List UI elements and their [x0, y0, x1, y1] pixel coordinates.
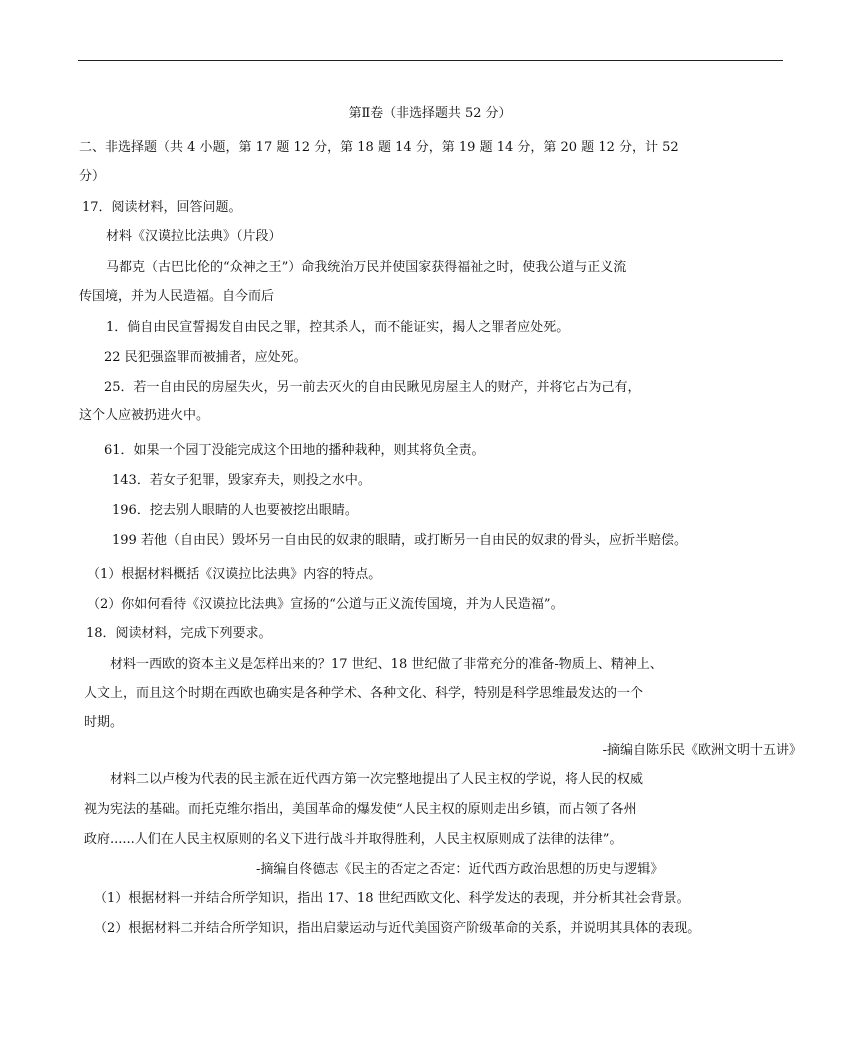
section-intro-line2: 分） — [79, 169, 106, 184]
q18-material1-line2: 人文上，而且这个时期在西欧也确实是各种学术、各种文化、科学，特别是科学思维最发达的一个 — [84, 686, 644, 701]
q17-article-143: 143．若女子犯罪，毁家弃夫，则投之水中。 — [112, 473, 371, 488]
q17-article-1: 1．倘自由民宣誓揭发自由民之罪，控其杀人，而不能证实，揭人之罪者应处死。 — [106, 320, 570, 335]
section-intro-line1: 二、非选择题（共 4 小题，第 17 题 12 分，第 18 题 14 分，第 19 题 14 分，第 20 题 12 分，计 52 — [79, 140, 679, 155]
q18-material1-line1: 材料一西欧的资本主义是怎样出来的？17 世纪、18 世纪做了非常充分的准备-物质上、精神上、 — [110, 657, 663, 672]
q17-article-25-line2: 这个人应被扔进火中。 — [79, 408, 210, 423]
q18-material2-line2: 视为宪法的基础。而托克维尔指出，美国革命的爆发使“人民主权的原则走出乡镇，而占领了各州 — [84, 802, 637, 817]
q17-article-61: 61．如果一个园丁没能完成这个田地的播种栽种，则其将负全责。 — [104, 443, 485, 458]
q17-sub-question-2: （2）你如何看待《汉谟拉比法典》宣扬的“公道与正义流传国境，并为人民造福”。 — [87, 597, 564, 612]
q18-material2-line3: 政府......人们在人民主权原则的名义下进行战斗并取得胜利，人民主权原则成了法律的法律”。 — [84, 832, 623, 847]
q18-material2-line1: 材料二以卢梭为代表的民主派在近代西方第一次完整地提出了人民主权的学说，将人民的权威 — [110, 772, 644, 787]
q18-material1-line3: 时期。 — [84, 715, 124, 730]
q17-stem: 17．阅读材料，回答问题。 — [82, 200, 242, 215]
q17-article-199: 199 若他（自由民）毁坏另一自由民的奴隶的眼睛，或打断另一自由民的奴隶的骨头，应折半赔偿。 — [112, 533, 687, 548]
q18-stem: 18．阅读材料，完成下列要求。 — [86, 626, 272, 641]
q18-sub-question-1: （1）根据材料一并结合所学知识，指出 17、18 世纪西欧文化、科学发达的表现，并分析其社会背景。 — [94, 891, 690, 906]
q18-material2-source: -摘编自佟德志《民主的否定之否定：近代西方政治思想的历史与逻辑》 — [256, 862, 664, 877]
q17-material-title: 材料《汉谟拉比法典》（片段） — [106, 229, 282, 244]
q17-article-25-line1: 25．若一自由民的房屋失火，另一前去灭火的自由民瞅见房屋主人的财产，并将它占为己有， — [104, 380, 641, 395]
q17-article-196: 196．挖去别人眼睛的人也要被挖出眼睛。 — [112, 503, 358, 518]
q17-article-22: 22 民犯强盗罪而被捕者，应处死。 — [104, 350, 307, 365]
part-header: 第Ⅱ卷（非选择题共 52 分） — [348, 106, 512, 121]
header-rule — [78, 60, 783, 61]
q17-sub-question-1: （1）根据材料概括《汉谟拉比法典》内容的特点。 — [87, 567, 382, 582]
q18-sub-question-2: （2）根据材料二并结合所学知识，指出启蒙运动与近代美国资产阶级革命的关系，并说明其具体的表现。 — [94, 921, 701, 936]
q18-material1-source: -摘编自陈乐民《欧洲文明十五讲》 — [602, 743, 802, 758]
q17-preface-line2: 传国境，并为人民造福。自今而后 — [79, 289, 275, 304]
q17-preface-line1: 马都克（古巴比伦的“众神之王”）命我统治万民并使国家获得福祉之时，使我公道与正义流 — [106, 260, 627, 275]
